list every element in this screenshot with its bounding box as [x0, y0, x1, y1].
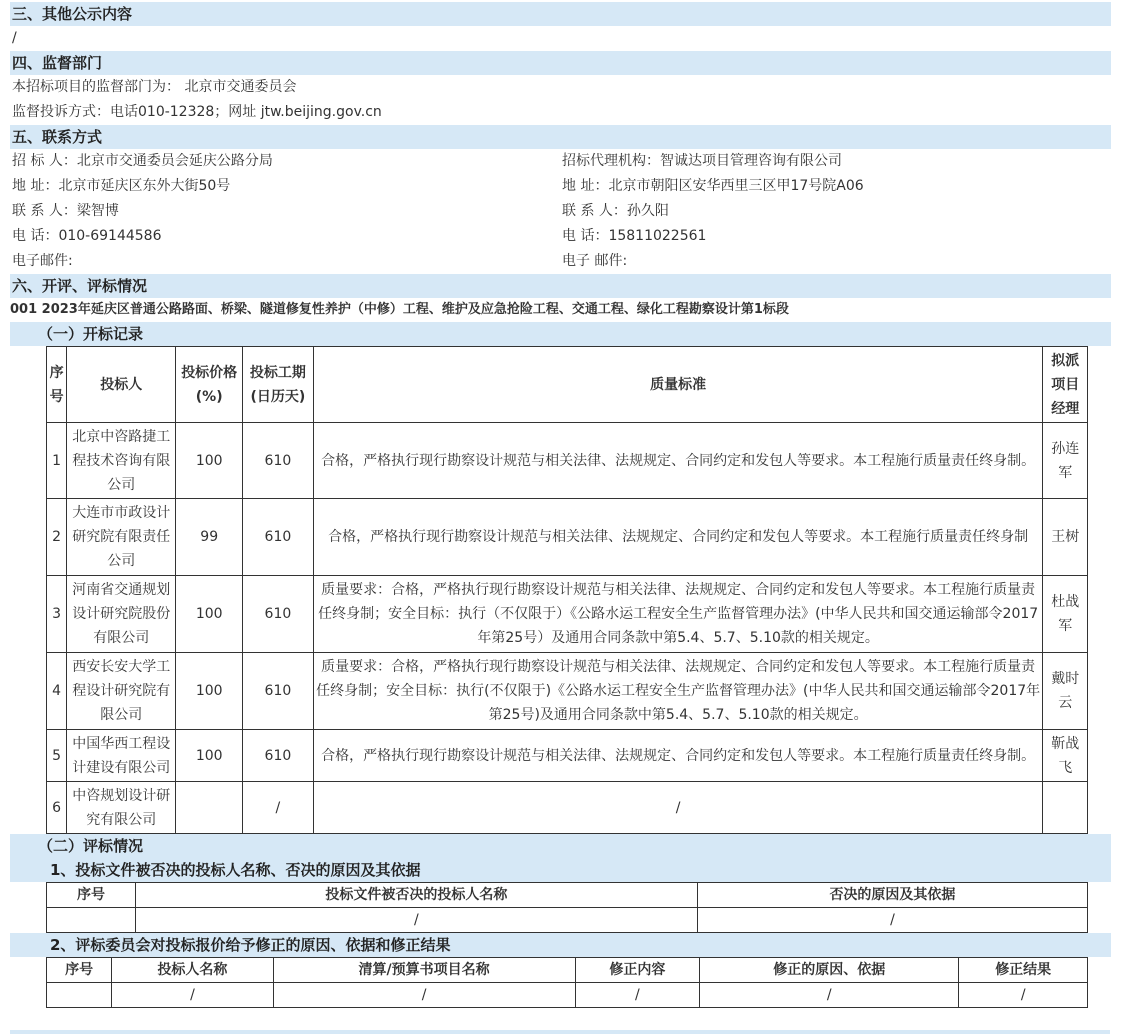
row-bidder: 北京中咨路捷工程技术咨询有限公司: [67, 423, 176, 499]
row-no: 6: [47, 782, 67, 834]
row-manager: [1043, 782, 1088, 834]
header-reject-reason: 否决的原因及其依据: [697, 883, 1087, 908]
row-period: 610: [243, 423, 314, 499]
cell-no: [47, 983, 112, 1008]
row-no: 2: [47, 499, 67, 576]
row-quality: 质量要求：合格，严格执行现行勘察设计规范与相关法律、法规规定、合同约定和发包人等要求。本工程施行质量责任终身制；安全目标：执行(不仅限于)《公路水运工程安全生产监督管理办法》(中华人民共和国交通运输部令2017年第25号)及通用合同条款中第5.4、5.7、5.10款的相关规定。: [313, 653, 1043, 730]
row-bidder: 大连市市政设计研究院有限责任公司: [67, 499, 176, 576]
header-correction-result: 修正结果: [959, 958, 1088, 983]
table-row: [47, 730, 1088, 782]
rejected-table: [46, 882, 1088, 933]
row-manager: 戴时云: [1043, 653, 1088, 730]
row-period: /: [243, 782, 314, 834]
header-item-name: 清算/预算书项目名称: [273, 958, 575, 983]
row-bidder: 河南省交通规划设计研究院股份有限公司: [67, 576, 176, 653]
table-row: [47, 653, 1088, 730]
row-period: 610: [243, 730, 314, 782]
header-correction-content: 修正内容: [575, 958, 700, 983]
cell-no: [47, 908, 136, 933]
agency-email: 电子 邮件:: [562, 253, 628, 269]
header-quality: 质量标准: [313, 347, 1043, 423]
row-no: 1: [47, 423, 67, 499]
header-no: 序号: [47, 958, 112, 983]
cell-correction-content: /: [575, 983, 700, 1008]
row-bidder: 中国华西工程设计建设有限公司: [67, 730, 176, 782]
header-rejected-bidder: 投标文件被否决的投标人名称: [135, 883, 697, 908]
row-price: 99: [176, 499, 243, 576]
agency-name: 招标代理机构：智诚达项目管理咨询有限公司: [562, 153, 842, 169]
header-price: 投标价格(%): [176, 347, 243, 423]
section-5-title: 五、联系方式: [10, 125, 1111, 149]
row-manager: 杜战军: [1043, 576, 1088, 653]
row-price: 100: [176, 423, 243, 499]
agency-contact: [560, 149, 1111, 274]
section-3-title: 三、其他公示内容: [10, 2, 1111, 26]
row-period: 610: [243, 576, 314, 653]
header-no: 序号: [47, 883, 136, 908]
rejected-title: 1、投标文件被否决的投标人名称、否决的原因及其依据: [10, 858, 1111, 882]
header-no: 序号: [47, 347, 67, 423]
row-price: 100: [176, 653, 243, 730]
table-row: [47, 908, 1088, 933]
table-row: [47, 782, 1088, 834]
correction-title: 2、评标委员会对投标报价给予修正的原因、依据和修正结果: [10, 933, 1111, 957]
table-row: [47, 499, 1088, 576]
header-bidder: 投标人: [67, 347, 176, 423]
section-3-content: /: [12, 30, 17, 46]
agency-phone: 电 话：15811022561: [562, 228, 707, 244]
tenderer-email: 电子邮件:: [12, 253, 73, 269]
cell-correction-result: /: [959, 983, 1088, 1008]
row-bidder: 西安长安大学工程设计研究院有限公司: [67, 653, 176, 730]
cell-rejected-bidder: /: [135, 908, 697, 933]
row-period: 610: [243, 499, 314, 576]
row-quality: 合格，严格执行现行勘察设计规范与相关法律、法规规定、合同约定和发包人等要求。本工程施行质量责任终身制。: [313, 730, 1043, 782]
row-quality: 质量要求：合格，严格执行现行勘察设计规范与相关法律、法规规定、合同约定和发包人等要求。本工程施行质量责任终身制；安全目标：执行（不仅限于）《公路水运工程安全生产监督管理办法》(中华人民共和国交通运输部令2017年第25号）及通用合同条款中第5.4、5.7、5.10款的相关规定。: [313, 576, 1043, 653]
agency-address: 地 址：北京市朝阳区安华西里三区甲17号院A06: [562, 178, 864, 194]
table-row: [47, 423, 1088, 499]
tenderer-person: 联 系 人：梁智博: [12, 203, 119, 219]
evaluation-title: （二）评标情况: [10, 834, 1111, 858]
supervision-dept: 本招标项目的监督部门为： 北京市交通委员会: [12, 79, 297, 95]
row-period: 610: [243, 653, 314, 730]
section-6-title: 六、开评、评标情况: [10, 274, 1111, 298]
cell-reject-reason: /: [697, 908, 1087, 933]
table-row: [47, 983, 1088, 1008]
opening-record-table: [46, 346, 1088, 834]
tenderer-address: 地 址：北京市延庆区东外大街50号: [12, 178, 231, 194]
bottom-divider: [10, 1030, 1110, 1034]
row-no: 3: [47, 576, 67, 653]
tenderer-contact: [10, 149, 560, 274]
row-price: [176, 782, 243, 834]
tenderer-phone: 电 话：010-69144586: [12, 228, 162, 244]
row-manager: 王树: [1043, 499, 1088, 576]
complaint-contact: 监督投诉方式：电话010-12328；网址 jtw.beijing.gov.cn: [12, 104, 382, 120]
row-quality: 合格，严格执行现行勘察设计规范与相关法律、法规规定、合同约定和发包人等要求。本工程施行质量责任终身制。: [313, 423, 1043, 499]
lot-title: 001 2023年延庆区普通公路路面、桥梁、隧道修复性养护（中修）工程、维护及应急抢险工程、交通工程、绿化工程勘察设计第1标段: [10, 302, 789, 317]
row-no: 5: [47, 730, 67, 782]
agency-person: 联 系 人：孙久阳: [562, 203, 669, 219]
header-period: 投标工期(日历天): [243, 347, 314, 423]
section-4-title: 四、监督部门: [10, 51, 1111, 75]
cell-item-name: /: [273, 983, 575, 1008]
correction-table: [46, 957, 1088, 1008]
row-quality: /: [313, 782, 1043, 834]
cell-bidder-name: /: [112, 983, 273, 1008]
row-bidder: 中咨规划设计研究有限公司: [67, 782, 176, 834]
row-no: 4: [47, 653, 67, 730]
row-price: 100: [176, 730, 243, 782]
cell-correction-reason: /: [700, 983, 959, 1008]
tenderer-name: 招 标 人：北京市交通委员会延庆公路分局: [12, 153, 273, 169]
header-correction-reason: 修正的原因、依据: [700, 958, 959, 983]
table-row: [47, 576, 1088, 653]
row-manager: 孙连军: [1043, 423, 1088, 499]
row-manager: 靳战飞: [1043, 730, 1088, 782]
header-bidder-name: 投标人名称: [112, 958, 273, 983]
row-quality: 合格，严格执行现行勘察设计规范与相关法律、法规规定、合同约定和发包人等要求。本工程施行质量责任终身制: [313, 499, 1043, 576]
header-manager: 拟派项目经理: [1043, 347, 1088, 423]
row-price: 100: [176, 576, 243, 653]
contact-block: [10, 149, 1111, 274]
opening-record-title: （一）开标记录: [10, 322, 1111, 346]
